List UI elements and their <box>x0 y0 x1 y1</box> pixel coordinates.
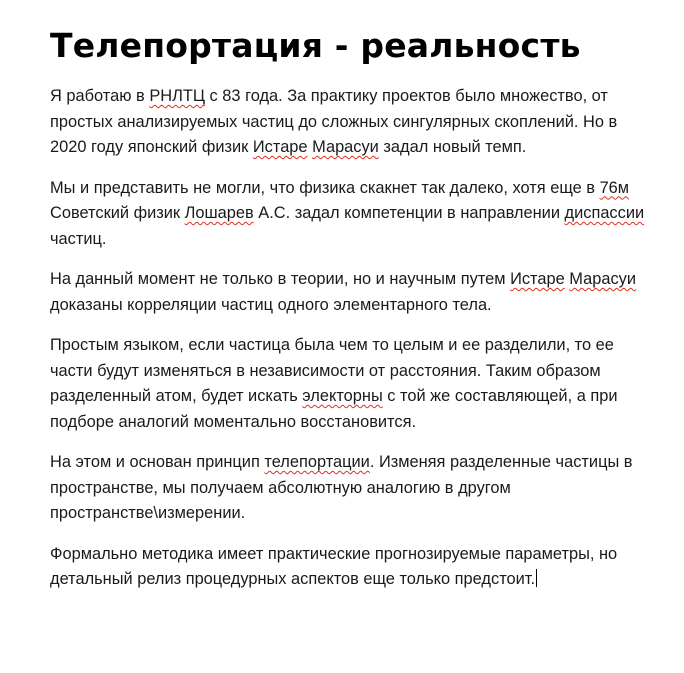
text-run: с той же составляющей, а при подборе аналогий моментально восстановится. <box>50 387 618 431</box>
paragraph-6[interactable] <box>50 542 654 593</box>
text-run: А.С. задал компетенции в направлении <box>253 204 565 222</box>
misspelled-word[interactable]: электорны <box>302 387 383 405</box>
paragraph-1[interactable] <box>50 84 654 161</box>
paragraph-5[interactable] <box>50 450 654 527</box>
text-run: . Изменяя разделенные частицы в пространстве, мы получаем абсолютную аналогию в другом пространстве\измерении. <box>50 453 633 522</box>
text-run: Простым языком, если частица была чем то целым и ее разделили, то ее части будут изменяться в независимости от расстояния. Таким образом разделенный атом, будет искать <box>50 336 614 405</box>
misspelled-word[interactable]: диспассии <box>564 204 645 222</box>
text-run: с 83 года. За практику проектов было множество, от простых анализируемых частиц до сложных сингулярных скоплений. Но в 2020 году японский физик <box>50 87 618 156</box>
paragraph-2[interactable] <box>50 176 654 253</box>
misspelled-word[interactable]: Марасуи <box>569 270 637 288</box>
text-run: На данный момент не только в теории, но и научным путем <box>50 270 511 288</box>
misspelled-word[interactable]: Истаре <box>252 138 308 156</box>
text-run: задал новый темп. <box>378 138 527 156</box>
text-run: Советский физик <box>50 204 185 222</box>
misspelled-word[interactable]: телепортации <box>264 453 370 471</box>
misspelled-word[interactable]: Лошарев <box>184 204 254 222</box>
text-run: На этом и основан принцип <box>50 453 265 471</box>
text-run: Формально методика имеет практические прогнозируемые параметры, но детальный релиз процедурных аспектов еще только предстоит. <box>50 544 618 588</box>
text-run: Я работаю в <box>50 87 150 105</box>
text-run: Мы и представить не могли, что физика скакнет так далеко, хотя еще в <box>50 178 600 197</box>
text-run: доказаны корреляции частиц одного элементарного тела. <box>50 295 492 314</box>
misspelled-word[interactable]: 76м <box>599 178 630 197</box>
paragraph-3[interactable] <box>50 267 654 318</box>
misspelled-word[interactable]: Марасуи <box>312 138 379 156</box>
text-run: частиц. <box>50 229 107 248</box>
misspelled-word[interactable]: Истаре <box>510 270 565 288</box>
text-cursor <box>536 569 537 587</box>
document-title[interactable]: Телепортация - реальность <box>50 26 581 65</box>
paragraph-4[interactable] <box>50 333 654 435</box>
misspelled-word[interactable]: РНЛТЦ <box>149 87 205 105</box>
